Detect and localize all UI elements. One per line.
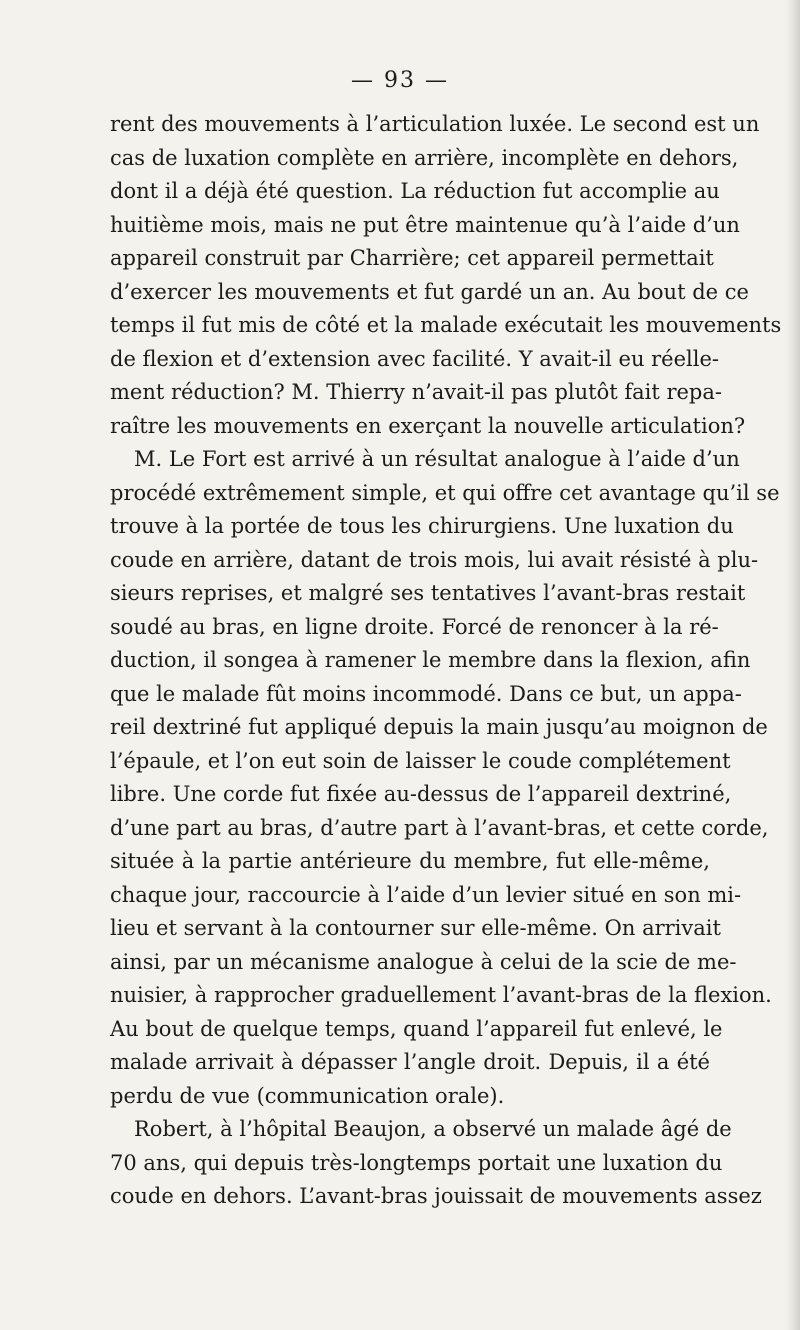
text-line: ment réduction? M. Thierry n’avait-il pas plutôt fait repa- — [110, 380, 722, 404]
text-line: Robert, à l’hôpital Beaujon, a observé un malade âgé de — [134, 1117, 732, 1141]
text-line: 70 ans, qui depuis très-longtemps portait une luxation du — [110, 1150, 723, 1175]
text-line: malade arrivait à dépasser l’angle droit. Depuis, il a été — [110, 1050, 710, 1074]
text-line: nuisier, à rapprocher graduellement l’avant-bras de la flexion. — [110, 983, 772, 1007]
text-line: dont il a déjà été question. La réduction fut accomplie au — [110, 179, 720, 203]
text-line: ainsi, par un mécanisme analogue à celui de la scie de me- — [110, 949, 737, 974]
text-line: que le malade fût moins incommodé. Dans ce but, un appa- — [110, 681, 742, 706]
text-line: de flexion et d’extension avec facilité. Y avait-il eu réelle- — [110, 346, 719, 371]
text-line: M. Le Fort est arrivé à un résultat analogue à l’aide d’un — [134, 447, 740, 471]
text-line: d’exercer les mouvements et fut gardé un an. Au bout de ce — [110, 279, 749, 304]
text-line: huitième mois, mais ne put être maintenue qu’à l’aide d’un — [110, 212, 740, 237]
text-line: raître les mouvements en exerçant la nouvelle articulation? — [110, 413, 746, 438]
text-line: duction, il songea à ramener le membre dans la flexion, afin — [110, 648, 751, 672]
page-number: — 93 — — [351, 68, 449, 93]
body-text — [110, 108, 782, 1214]
text-line: chaque jour, raccourcie à l’aide d’un levier situé en son mi- — [110, 882, 742, 907]
text-line: sieurs reprises, et malgré ses tentatives l’avant-bras restait — [110, 581, 746, 605]
text-line: Au bout de quelque temps, quand l’appareil fut enlevé, le — [110, 1016, 723, 1041]
text-line: appareil construit par Charrière; cet appareil permettait — [110, 246, 714, 270]
text-line: coude en dehors. L’avant-bras jouissait de mouvements assez — [110, 1184, 762, 1208]
text-line: l’épaule, et l’on eut soin de laisser le coude complétement — [110, 748, 731, 773]
text-line: lieu et servant à la contourner sur elle-même. On arrivait — [110, 916, 721, 940]
text-line: soudé au bras, en ligne droite. Forcé de renoncer à la ré- — [110, 614, 719, 639]
text-line: perdu de vue (communication orale). — [110, 1083, 505, 1108]
text-line: reil dextriné fut appliqué depuis la main jusqu’au moignon de — [110, 715, 768, 739]
text-line: trouve à la portée de tous les chirurgiens. Une luxation du — [110, 514, 734, 538]
text-line: procédé extrêmement simple, et qui offre cet avantage qu’il se — [110, 480, 780, 505]
text-line: cas de luxation complète en arrière, incomplète en dehors, — [110, 145, 739, 170]
page-edge-shadow — [786, 0, 800, 1330]
text-line: temps il fut mis de côté et la malade exécutait les mouvements — [110, 313, 782, 337]
text-line: coude en arrière, datant de trois mois, lui avait résisté à plu- — [110, 547, 759, 572]
text-line: libre. Une corde fut fixée au-dessus de l’appareil dextriné, — [110, 782, 732, 806]
text-line: d’une part au bras, d’autre part à l’avant-bras, et cette corde, — [110, 815, 769, 840]
text-line: située à la partie antérieure du membre, fut elle-même, — [110, 849, 710, 873]
text-line: rent des mouvements à l’articulation luxée. Le second est un — [110, 112, 760, 136]
